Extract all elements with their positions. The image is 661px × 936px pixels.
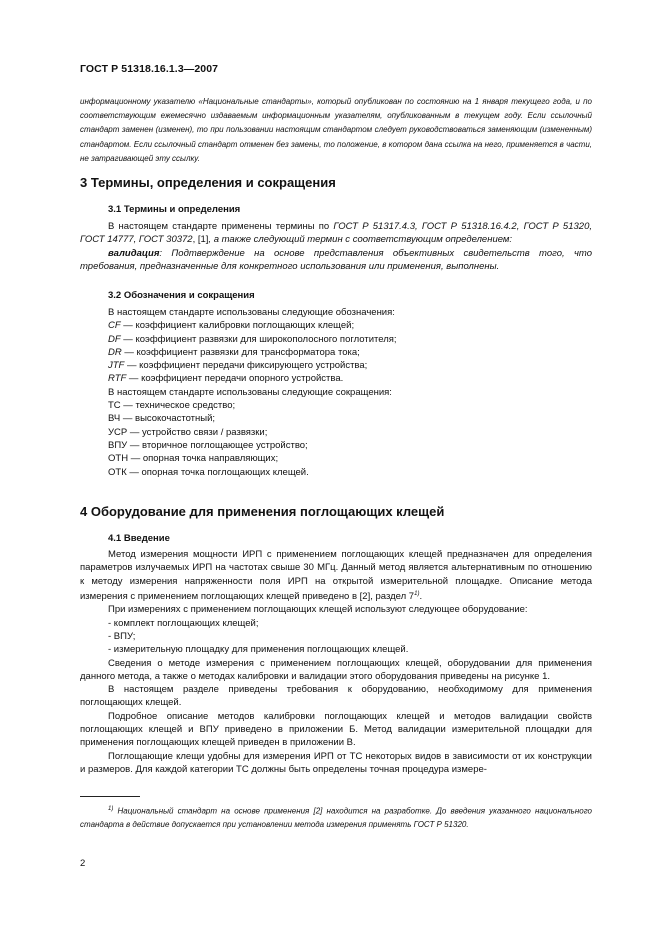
section-4-1-body [80,548,592,776]
method-text: Метод измерения мощности ИРП с применением поглощающих клещей предназначен для определения параметров излучаемых ИРП на частотах свыше 30 МГц. Данный метод является альтернативным по отношению к методу измерения напряженности поля ИРП на открытой измерительной площадке. Описание метода измерения с применением поглощающих клещей приведено в [2], раздел 7 [80,549,592,603]
method-text-end: . [419,591,423,603]
symbol-text: — коэффициент передачи фиксирующего устройства; [124,360,368,372]
section-4-1-title: 4.1 Введение [108,533,170,544]
defined-term: валидация [108,247,160,259]
symbol-code: CF [108,320,121,332]
method-paragraph [80,548,592,603]
symbols-intro: В настоящем стандарте использованы следующие обозначения: [108,307,395,318]
section-4-title: 4 Оборудование для применения поглощающих клещей [80,504,445,519]
definition-paragraph [80,247,592,274]
footnote-body: Национальный стандарт на основе применения [2] находится на разработке. До введения указанного национального стандарта в действие допускается при установлении метода измерения применять ГОСТ Р 51320. [80,806,592,829]
section-3-title: 3 Термины, определения и сокращения [80,175,336,190]
abbreviation-item: ВЧ — высокочастотный; [108,413,216,425]
symbol-item [80,333,592,346]
terms-text-start: В настоящем стандарте применены термины по [108,221,334,232]
info-paragraph: Сведения о методе измерения с применением поглощающих клещей, оборудовании для применения данного метода, а также о методах калибровки и валидации этого оборудования приведены на рисунке 1. [80,657,592,682]
symbol-code: DF [108,333,121,345]
section-3-2-title: 3.2 Обозначения и сокращения [108,290,255,301]
terms-ref-1: , [1] [192,234,209,246]
symbol-text: — коэффициент калибровки поглощающих клещей; [120,320,355,332]
equipment-item: - комплект поглощающих клещей; [108,617,259,629]
symbol-item [80,359,592,372]
symbol-code: JTF [108,360,125,372]
symbol-text: — коэффициент передачи опорного устройства. [126,373,344,385]
symbol-item [80,372,592,385]
symbol-text: — коэффициент развязки для широкополосного поглотителя; [120,333,397,345]
equipment-intro: При измерениях с применением поглощающих клещей используют следующее оборудование: [108,604,528,616]
symbol-item [80,319,592,332]
page-number: 2 [80,858,86,869]
abbreviation-item: ОТН — опорная точка направляющих; [108,453,279,465]
footnote-mark: 1) [108,806,114,812]
intro-paragraph [80,95,592,166]
footnote-separator [80,796,140,797]
abbreviation-item: ТС — техническое средство; [108,400,236,412]
abbreviation-item: ОТК — опорная точка поглощающих клещей. [108,466,309,478]
term-definition: : Подтверждение на основе представления объективных свидетельств того, что требования, предназначенные для конкретного использования или применения, выполнены. [80,247,592,272]
clamps-paragraph: Поглощающие клещи удобны для измерения ИРП от ТС некоторых видов в зависимости от их конструкции и размеров. Для каждой категории ТС должны быть определены точная процедура измере- [80,750,592,775]
abbreviations-intro: В настоящем стандарте использованы следующие сокращения: [108,386,392,398]
section-3-1-title: 3.1 Термины и определения [108,204,241,215]
equipment-item: - измерительную площадку для применения поглощающих клещей. [108,644,409,656]
symbol-code: RTF [108,373,127,385]
abbreviation-item: ВПУ — вторичное поглощающее устройство; [108,439,308,451]
section-3-2-body [80,306,592,479]
calibration-paragraph: Подробное описание методов калибровки поглощающих клещей и методов валидации свойств поглощающих клещей и ВПУ приведено в приложении Б. Метод валидации измерительной площадки для применения поглощающих клещей приведен в приложении В. [80,710,592,749]
symbol-code: DR [108,346,122,358]
symbol-text: — коэффициент развязки для трансформатора тока; [121,346,360,358]
terms-references: ГОСТ Р 51317.4.3, ГОСТ Р 51318.16.4.2, ГОСТ Р 51320, ГОСТ 14777, ГОСТ 30372 [80,221,592,246]
footnote [80,803,592,831]
equipment-item: - ВПУ; [108,630,136,642]
footnote-text [80,803,592,831]
symbol-item [80,346,592,359]
intro-text: информационному указателю «Национальные стандарты», который опубликован по состоянию на 1 января текущего года, и по соответствующим ежемесячно издаваемым информационным указателям, опубликованным в текущем году. Если ссылочный стандарт заменен (изменен), то при пользовании настоящим стандартом следует руководствоваться заменяющим (измененным) стандартом. Если ссылочный стандарт отменен без замены, то положение, в котором дана ссылка на него, применяется в части, не затрагивающей эту ссылку. [80,97,592,163]
requirements-paragraph: В настоящем разделе приведены требования к оборудованию, необходимому для применения поглощающих клещей. [80,684,592,709]
footnote-reference: 1) [414,590,420,597]
document-header: ГОСТ Р 51318.16.1.3—2007 [80,63,219,75]
abbreviation-item: УСР — устройство связи / развязки; [108,426,268,438]
section-3-1-body [80,220,592,273]
terms-paragraph [80,220,592,247]
terms-text-end: , а также следующий термин с соответствующим определением: [208,234,513,246]
